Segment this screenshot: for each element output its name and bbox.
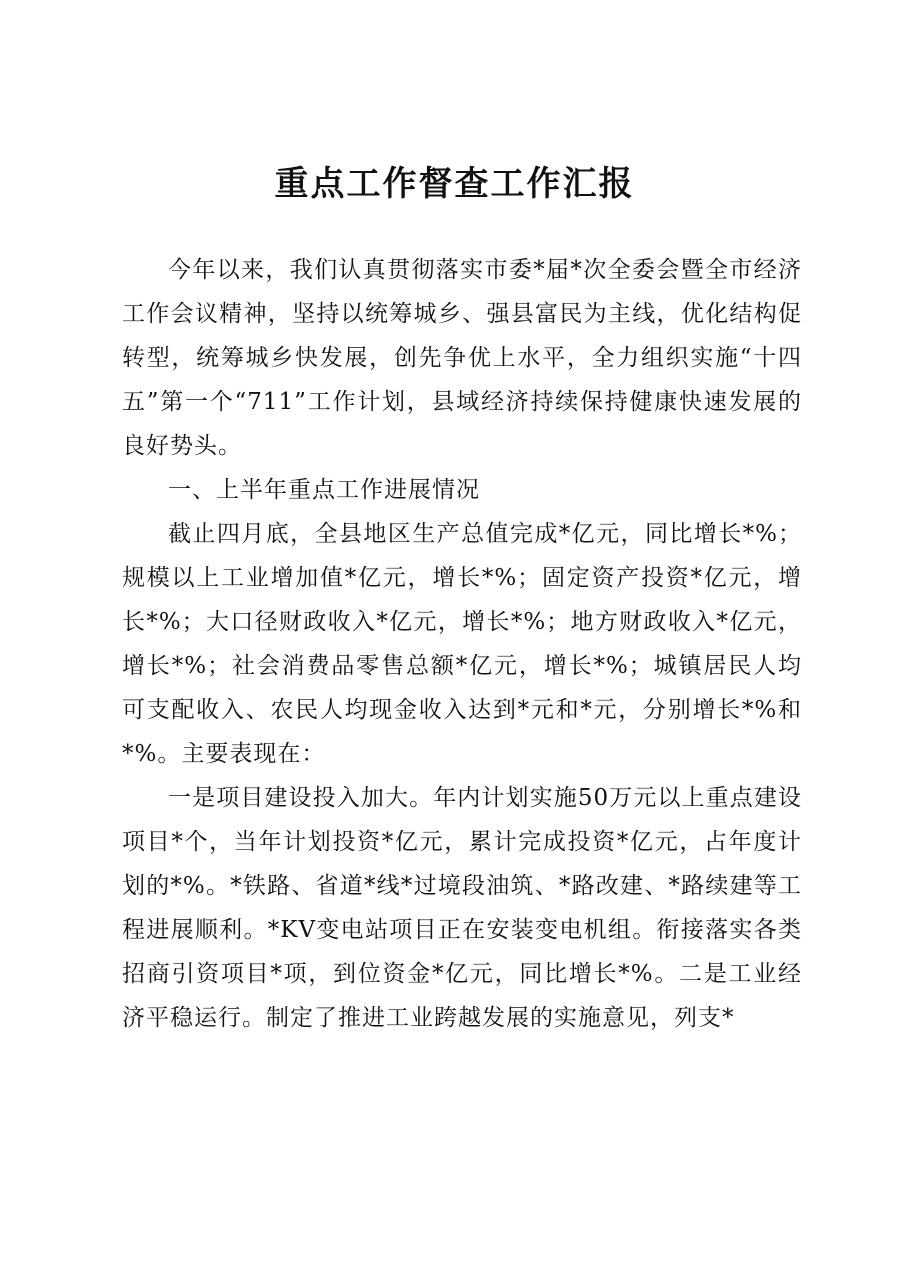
progress-paragraph: 一是项目建设投入加大。年内计划实施50万元以上重点建设项目*个，当年计划投资*亿元，累计完成投资*亿元，占年度计划的*%。*铁路、省道*线*过境段油筑、*路改建、*路续建等工程进展顺利。*KV变电站项目正在安装变电机组。衔接落实各类招商引资项目*项，到位资金*亿元，同比增长*%。二是工业经济平稳运行。制定了推进工业跨越发展的实施意见，列支* bbox=[122, 785, 802, 1031]
intro-paragraph: 今年以来，我们认真贯彻落实市委*届*次全委会暨全市经济工作会议精神，坚持以统筹城乡、强县富民为主线，优化结构促转型，统筹城乡快发展，创先争优上水平，全力组织实施“十四五”第一个“711”工作计划，县域经济持续保持健康快速发展的良好势头。 bbox=[122, 257, 802, 459]
statistics-paragraph: 截止四月底，全县地区生产总值完成*亿元，同比增长*%；规模以上工业增加值*亿元，增长*%；固定资产投资*亿元，增长*%；大口径财政收入*亿元，增长*%；地方财政收入*亿元，增长*%；社会消费品零售总额*亿元，增长*%；城镇居民人均可支配收入、农民人均现金收入达到*元和*元，分别增长*%和*%。主要表现在： bbox=[122, 521, 802, 767]
document-title: 重点工作督查工作汇报 bbox=[274, 164, 635, 204]
document-body bbox=[122, 248, 802, 1040]
section-heading: 一、上半年重点工作进展情况 bbox=[168, 477, 480, 503]
